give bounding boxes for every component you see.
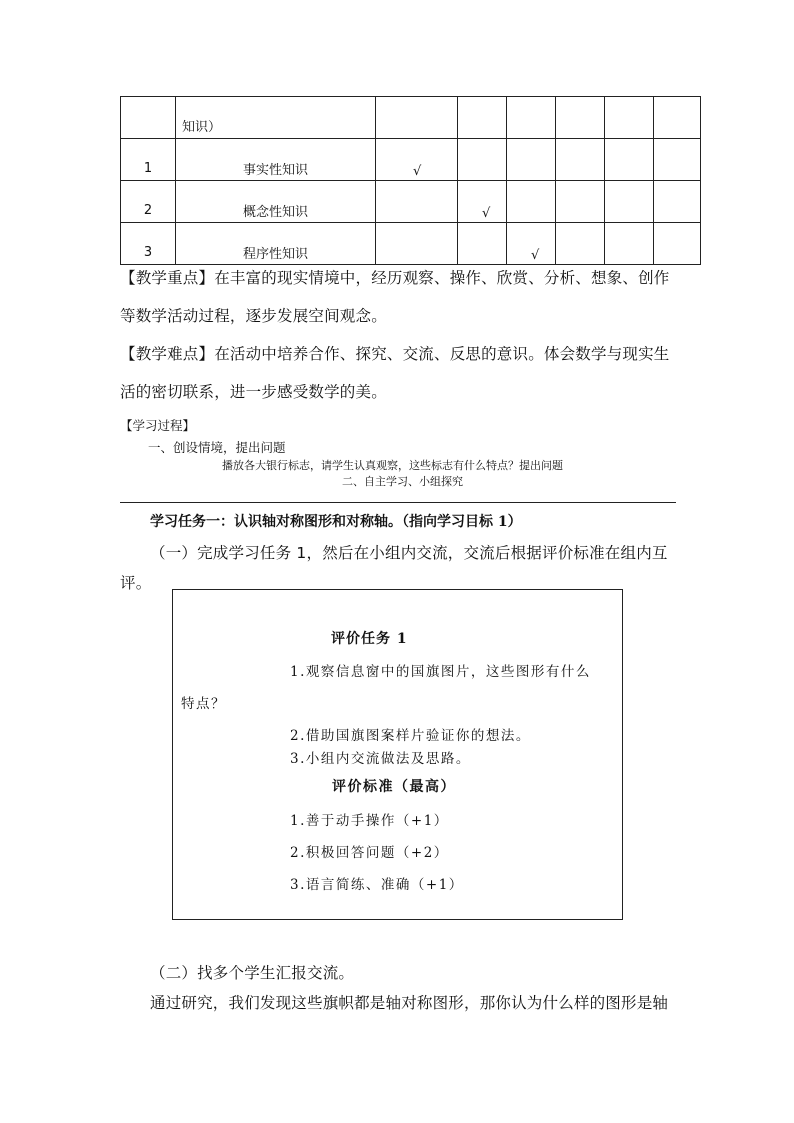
process-step1: 一、创设情境，提出问题 bbox=[148, 440, 286, 455]
knowledge-type: 知识） bbox=[176, 97, 376, 139]
check-mark: √ bbox=[376, 139, 458, 181]
divider bbox=[120, 502, 676, 503]
teaching-focus-line1: 【教学重点】在丰富的现实情境中，经历观察、操作、欣赏、分析、想象、创作 bbox=[120, 269, 670, 287]
criteria-item1: 1.善于动手操作（+1） bbox=[290, 813, 449, 829]
row-number: 2 bbox=[121, 181, 176, 223]
report-line2: 通过研究，我们发现这些旗帜都是轴对称图形，那你认为什么样的图形是轴 bbox=[150, 994, 669, 1012]
table-row bbox=[121, 97, 701, 139]
eval-title: 评价任务 1 bbox=[331, 631, 408, 647]
task-intro-line1: （一）完成学习任务 1，然后在小组内交流，交流后根据评价标准在组内互 bbox=[150, 544, 668, 562]
row-number: 1 bbox=[121, 139, 176, 181]
report-line1: （二）找多个学生汇报交流。 bbox=[150, 964, 355, 982]
teaching-difficulty-line2: 活的密切联系，进一步感受数学的美。 bbox=[120, 383, 387, 401]
teaching-difficulty-line1: 【教学难点】在活动中培养合作、探究、交流、反思的意识。体会数学与现实生 bbox=[120, 345, 670, 363]
check-mark: √ bbox=[507, 223, 556, 265]
knowledge-type: 程序性知识 bbox=[176, 223, 376, 265]
eval-item1-line2: 特点？ bbox=[181, 696, 226, 712]
teaching-focus-line2: 等数学活动过程，逐步发展空间观念。 bbox=[120, 307, 387, 325]
table-row bbox=[121, 139, 701, 181]
eval-item2: 2.借助国旗图案样片验证你的想法。 bbox=[290, 728, 531, 744]
knowledge-type: 概念性知识 bbox=[176, 181, 376, 223]
task-intro-line2: 评。 bbox=[120, 574, 152, 592]
check-mark: √ bbox=[458, 181, 507, 223]
eval-item1-line1: 1.观察信息窗中的国旗图片，这些图形有什么 bbox=[290, 664, 591, 680]
table-row bbox=[121, 223, 701, 265]
knowledge-type: 事实性知识 bbox=[176, 139, 376, 181]
row-number bbox=[121, 97, 176, 139]
criteria-item3: 3.语言简练、准确（+1） bbox=[290, 877, 464, 893]
knowledge-table bbox=[120, 96, 701, 265]
task-title: 学习任务一：认识轴对称图形和对称轴。（指向学习目标 1） bbox=[150, 514, 522, 530]
process-heading: 【学习过程】 bbox=[120, 418, 196, 433]
process-step2: 二、自主学习、小组探究 bbox=[342, 475, 463, 488]
row-number: 3 bbox=[121, 223, 176, 265]
table-row bbox=[121, 181, 701, 223]
eval-item3: 3.小组内交流做法及思路。 bbox=[290, 751, 471, 767]
process-step1-detail: 播放各大银行标志，请学生认真观察，这些标志有什么特点？提出问题 bbox=[222, 459, 563, 472]
criteria-title: 评价标准（最高） bbox=[332, 779, 456, 795]
criteria-item2: 2.积极回答问题（+2） bbox=[290, 845, 449, 861]
